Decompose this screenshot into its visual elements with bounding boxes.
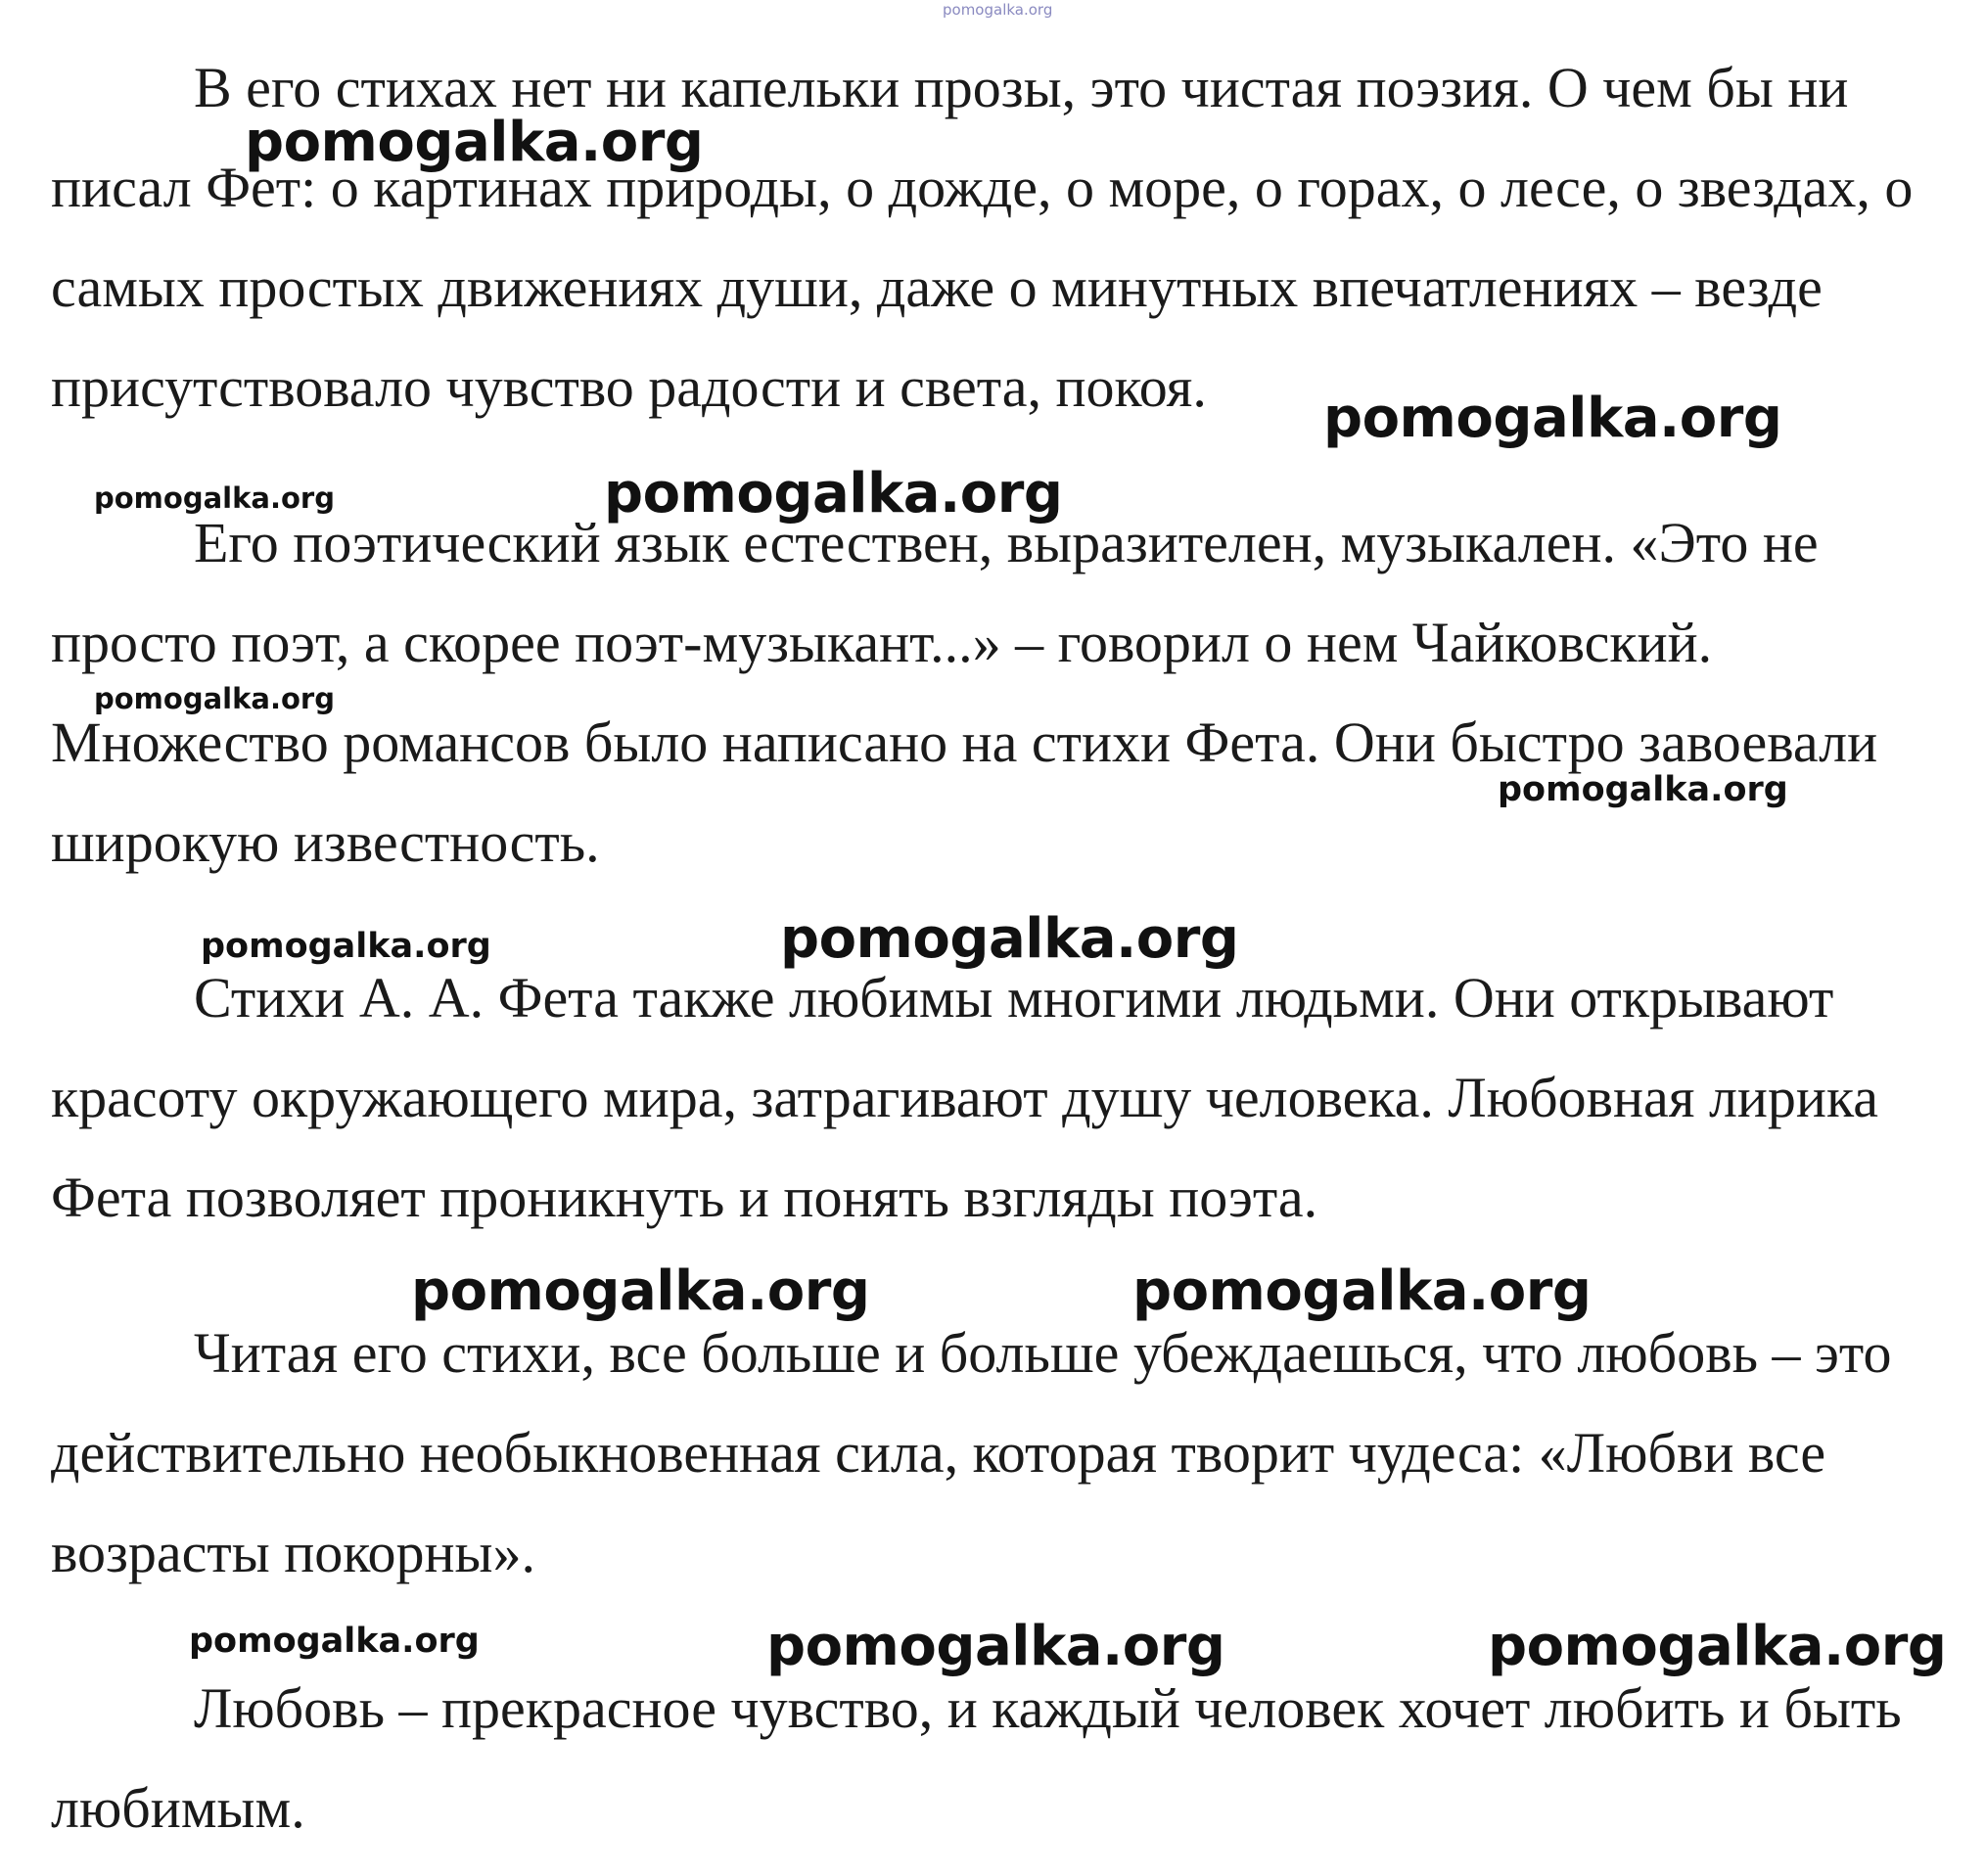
paragraph-4-line-2: действительно необыкновенная сила, которая творит чудеса: «Любви все bbox=[51, 1421, 1826, 1485]
paragraph-2-line-2: просто поэт, а скорее поэт-музыкант...» – говорил о нем Чайковский. bbox=[51, 611, 1713, 674]
watermark: pomogalka.org bbox=[94, 682, 335, 715]
paragraph-5-line-1: Любовь – прекрасное чувство, и каждый человек хочет любить и быть bbox=[194, 1676, 1902, 1740]
paragraph-3-line-1: Стихи А. А. Фета также любимы многими людьми. Они открывают bbox=[194, 966, 1834, 1030]
paragraph-1-line-2: писал Фет: о картинах природы, о дожде, о море, о горах, о лесе, о звездах, о bbox=[51, 156, 1914, 219]
watermark: pomogalka.org bbox=[1488, 1615, 1947, 1678]
paragraph-2-line-4: широкую известность. bbox=[51, 810, 600, 874]
watermark: pomogalka.org bbox=[201, 927, 491, 966]
watermark: pomogalka.org bbox=[245, 111, 704, 174]
paragraph-1-line-3: самых простых движениях души, даже о минутных впечатлениях – везде bbox=[51, 255, 1823, 319]
watermark: pomogalka.org bbox=[94, 481, 335, 515]
paragraph-5-line-2: любимым. bbox=[51, 1776, 305, 1840]
watermark: pomogalka.org bbox=[1323, 387, 1782, 450]
paragraph-3-line-3: Фета позволяет проникнуть и понять взгляды поэта. bbox=[51, 1166, 1318, 1229]
paragraph-1-line-1: В его стихах нет ни капельки прозы, это чистая поэзия. О чем бы ни bbox=[194, 56, 1849, 119]
watermark: pomogalka.org bbox=[766, 1615, 1225, 1678]
watermark-header: pomogalka.org bbox=[943, 1, 1053, 19]
watermark: pomogalka.org bbox=[604, 462, 1063, 526]
watermark: pomogalka.org bbox=[411, 1259, 870, 1323]
paragraph-4-line-1: Читая его стихи, все больше и больше убеждаешься, что любовь – это bbox=[194, 1321, 1892, 1385]
watermark: pomogalka.org bbox=[1498, 770, 1788, 809]
watermark: pomogalka.org bbox=[189, 1622, 480, 1661]
paragraph-4-line-3: возрасты покорны». bbox=[51, 1521, 535, 1584]
paragraph-3-line-2: красоту окружающего мира, затрагивают душу человека. Любовная лирика bbox=[51, 1066, 1879, 1129]
paragraph-2-line-1: Его поэтический язык естествен, выразителен, музыкален. «Это не bbox=[194, 511, 1819, 574]
paragraph-1-line-4: присутствовало чувство радости и света, покоя. bbox=[51, 355, 1207, 419]
watermark: pomogalka.org bbox=[780, 907, 1239, 971]
paragraph-2-line-3: Множество романсов было написано на стихи Фета. Они быстро завоевали bbox=[51, 710, 1878, 774]
watermark: pomogalka.org bbox=[1132, 1259, 1592, 1323]
